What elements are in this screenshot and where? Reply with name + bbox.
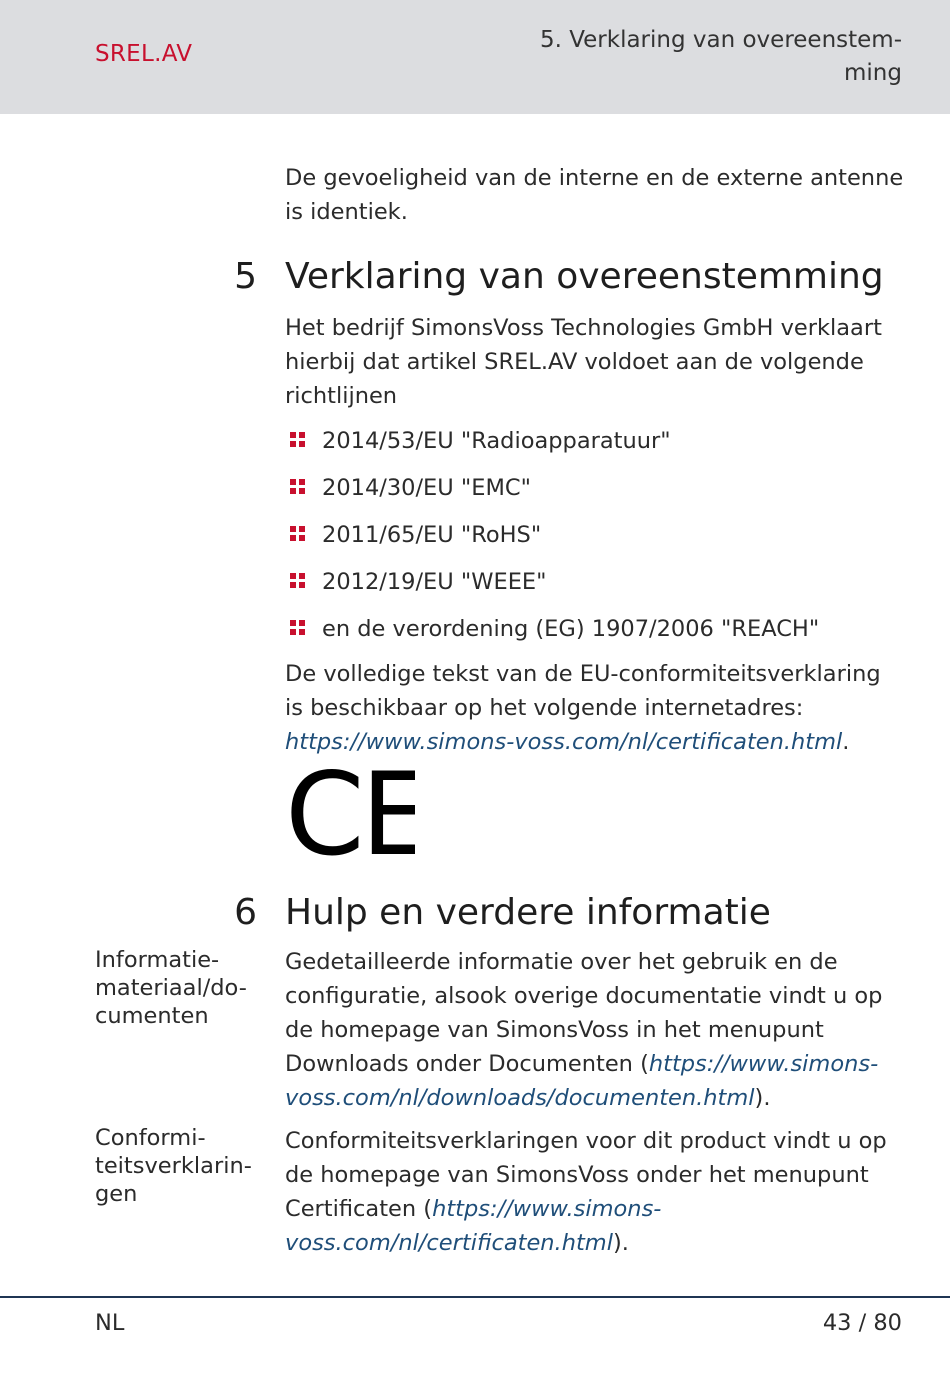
section-5-intro-text: Het bedrijf SimonsVoss Technologies GmbH verklaart hierbij dat artikel SREL.AV voldoet aan de volgende richtlijnen xyxy=(285,315,882,409)
certificates-link[interactable]: https://www.simons-voss.com/nl/certificaten.html xyxy=(285,729,843,755)
declaration-availability xyxy=(285,657,905,759)
intro-paragraph xyxy=(285,161,905,229)
section-5-title: Verklaring van overeenstemming xyxy=(285,256,884,297)
product-name: SREL.AV xyxy=(95,41,193,67)
list-item-text: en de verordening (EG) 1907/2006 "REACH" xyxy=(322,616,820,642)
list-item xyxy=(290,424,671,458)
conformity-end: ). xyxy=(612,1230,629,1256)
list-item xyxy=(290,518,541,552)
documents-end: ). xyxy=(754,1085,771,1111)
running-section-title xyxy=(522,24,902,90)
conformity-paragraph xyxy=(285,1124,905,1260)
page-number: 43 / 80 xyxy=(822,1310,902,1336)
bullet-squares-icon xyxy=(290,573,305,588)
page-header xyxy=(0,0,950,114)
availability-text: De volledige tekst van de EU-conformiteitsverklaring is beschikbaar op het volgende internetadres: xyxy=(285,661,881,721)
list-item-text: 2011/65/EU "RoHS" xyxy=(322,522,542,548)
list-item xyxy=(290,612,819,646)
running-title-line-1: 5. Verklaring van overeenstem- xyxy=(539,27,902,53)
list-item-text: 2012/19/EU "WEEE" xyxy=(322,569,547,595)
running-title-line-2: ming xyxy=(844,60,902,86)
bullet-squares-icon xyxy=(290,432,305,447)
bullet-squares-icon xyxy=(290,526,305,541)
ce-mark-icon xyxy=(285,768,415,864)
conformity-link[interactable]: https://www.simons-voss.com/nl/certificaten.html xyxy=(285,1196,662,1256)
conformity-text: Conformiteitsverklaringen voor dit product vindt u op de homepage van SimonsVoss onder het menupunt Certificaten ( xyxy=(285,1128,887,1222)
documents-paragraph xyxy=(285,945,905,1115)
availability-end: . xyxy=(842,729,850,755)
list-item xyxy=(290,471,531,505)
section-6-title: Hulp en verdere informatie xyxy=(285,892,771,933)
bullet-squares-icon xyxy=(290,479,305,494)
intro-text: De gevoeligheid van de interne en de externe antenne is identiek. xyxy=(285,165,904,225)
sidebar-label-documents: Informatie-materiaal/do-cumenten xyxy=(95,947,247,1029)
footer-language: NL xyxy=(95,1310,125,1336)
documents-link[interactable]: https://www.simons-voss.com/nl/downloads/documenten.html xyxy=(285,1051,879,1111)
ce-mark-text: CE xyxy=(285,768,415,860)
section-5-intro xyxy=(285,311,905,413)
section-5-number: 5 xyxy=(234,256,257,297)
list-item xyxy=(290,565,546,599)
footer-rule xyxy=(0,1296,950,1298)
section-6-number: 6 xyxy=(234,892,257,933)
list-item-text: 2014/30/EU "EMC" xyxy=(322,475,531,501)
documents-text: Gedetailleerde informatie over het gebruik en de configuratie, alsook overige documentatie vindt u op de homepage van SimonsVoss in het menupunt Downloads onder Documenten ( xyxy=(285,949,883,1077)
list-item-text: 2014/53/EU "Radioapparatuur" xyxy=(322,428,671,454)
sidebar-label-conformity: Conformi-teitsverklarin-gen xyxy=(95,1125,252,1207)
bullet-squares-icon xyxy=(290,620,305,635)
